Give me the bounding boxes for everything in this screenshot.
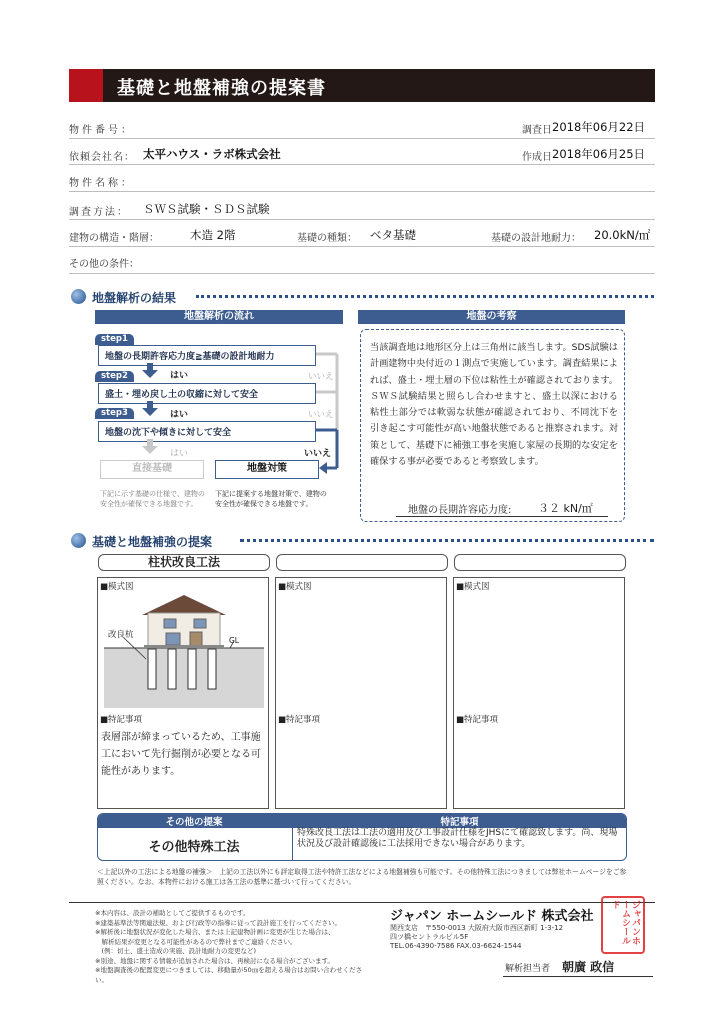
divider bbox=[69, 164, 655, 165]
step3-tag: step3 bbox=[95, 408, 134, 419]
other-notes: 特殊改良工法は工法の適用及び工事設計仕様をJHSにて確認致します。尚、現場状況及び設計確認後に工法採用できない場合があります。 bbox=[297, 828, 618, 849]
section-divider bbox=[196, 295, 654, 298]
step1-tag: step1 bbox=[95, 334, 134, 345]
allowable-underline bbox=[396, 516, 608, 517]
flow-header: 地盤解析の流れ bbox=[95, 310, 343, 324]
bearing-label: 基礎の設計地耐力： bbox=[491, 233, 581, 244]
diagram-label-3: ■模式図 bbox=[456, 582, 490, 592]
consider-text: 当該調査地は地形区分上は三角州に該当します。SDS試験は計画建物中央付近の１測点で実施しています。調査結果によれば、盛土・埋土層の下位は粘性土が確認されております。ＳＷＳ試験結果と照らし合わせますと、盛土以深における粘性土部分では軟弱な状態が確認されており、不同沈下を引き起こす可能性が高い地盤状態であると推察されます。対策として、基礎下に補強工事を実施し家屋の長期的な安定を確保する事が必要であると考察致します。 bbox=[370, 342, 618, 468]
proposal-section-title: 基礎と地盤補強の提案 bbox=[92, 535, 213, 549]
pile-label: 改良杭 bbox=[108, 630, 134, 640]
page-title: 基礎と地盤補強の提案書 bbox=[117, 78, 326, 99]
step2-no: いいえ bbox=[308, 410, 334, 420]
structure-label: 建物の構造・階層： bbox=[69, 233, 159, 244]
step1-no: いいえ bbox=[308, 372, 334, 382]
client-label: 依頼会社名： bbox=[69, 152, 135, 163]
diagram-label-2: ■模式図 bbox=[278, 582, 312, 592]
step1-yes: はい bbox=[170, 371, 189, 381]
step3-box: 地盤の沈下や傾きに対して安全 bbox=[98, 421, 316, 442]
footer-note: ※解析後に地盤状況が変化した場合、または上記建物計画に変更が生じた場合は、 bbox=[95, 928, 335, 936]
ground-measure-box: 地盤対策 bbox=[215, 460, 319, 479]
step1-box: 地盤の長期許容応力度≧基礎の設計地耐力 bbox=[98, 345, 316, 366]
structure-value: 木造 2階 bbox=[190, 228, 236, 242]
step3-no: いいえ bbox=[304, 449, 332, 459]
company-name: ジャパン ホームシールド 株式会社 bbox=[390, 909, 594, 924]
footer-note: ※本内容は、設計の補助としてご提供するものです。 bbox=[95, 909, 250, 917]
analyst-label: 解析担当者 bbox=[505, 964, 551, 974]
contact-numbers: TEL.06-4390-7586 FAX.03-6624-1544 bbox=[390, 942, 522, 950]
direct-foundation-box: 直接基礎 bbox=[100, 460, 204, 479]
divider bbox=[69, 219, 655, 220]
outside-note: ＜上記以外の工法による地盤の補強＞ 上記の工法以外にも評定取得工法や特許工法などによる地盤補強も可能です。その他特殊工法につきましては弊社ホームページをご参照ください。なお、本物件における施工は各工法の基準に基づいて行ってください。 bbox=[97, 868, 627, 886]
consider-header: 地盤の考察 bbox=[358, 310, 625, 324]
method-value: ＳＷＳ試験・ＳＤＳ試験 bbox=[143, 202, 270, 216]
title-accent bbox=[69, 69, 103, 102]
column-method-diagram bbox=[104, 593, 264, 708]
method2-card bbox=[275, 577, 447, 809]
method1-notes: 表層部が締まっているため、工事施工において先行掘削が必要となる可能性があります。 bbox=[101, 732, 261, 777]
analysis-section-title: 地盤解析の結果 bbox=[92, 291, 177, 305]
foundation-label: 基礎の種類： bbox=[297, 233, 357, 244]
title-bar bbox=[69, 69, 655, 102]
notes-label-3: ■特記事項 bbox=[456, 715, 499, 725]
other-header: その他の提案 bbox=[165, 817, 223, 828]
footer-divider bbox=[69, 902, 655, 903]
other-conditions-label: その他の条件： bbox=[69, 259, 139, 270]
footer-note: 解析結果が変更となる可能性があるので弊社までご連絡ください。 bbox=[95, 937, 297, 946]
company-seal: ジャパンホームシールド bbox=[601, 896, 645, 954]
footer-note: (例：切土、盛土造成の実施、設計地耐力の変更など) bbox=[95, 947, 257, 955]
survey-date: 2018年06月22日 bbox=[552, 120, 646, 134]
notes-label-2: ■特記事項 bbox=[278, 715, 321, 725]
other-method: その他特殊工法 bbox=[148, 840, 240, 855]
footer-note: ※建築基準法等関連法規、および行政等の指導に従って設計施工を行ってください。 bbox=[95, 918, 341, 927]
divider bbox=[69, 246, 655, 247]
analyst-name: 朝廣 政信 bbox=[562, 960, 615, 974]
method1-title: 柱状改良工法 bbox=[98, 554, 270, 571]
step2-box: 盛土・埋め戻し土の収縮に対して安全 bbox=[98, 383, 316, 404]
divider bbox=[69, 273, 655, 274]
divider bbox=[69, 138, 655, 139]
measure-note: 下記に提案する地盤対策で、建物の安全性が確保できる地盤です。 bbox=[215, 490, 327, 508]
diagram-label-1: ■模式図 bbox=[100, 582, 134, 592]
created-date-label: 作成日 bbox=[522, 152, 552, 163]
building-name: 四ツ橋セントラルビル5F bbox=[390, 933, 469, 941]
survey-date-label: 調査日 bbox=[522, 125, 552, 136]
notes-header: 特記事項 bbox=[440, 817, 479, 828]
method3-card bbox=[453, 577, 625, 809]
section-bullet-icon bbox=[71, 289, 86, 304]
property-no-label: 物件番号： bbox=[69, 125, 134, 136]
direct-note: 下記に示す基礎の仕様で、建物の安全性が確保できる地盤です。 bbox=[100, 490, 205, 508]
analyst-underline bbox=[503, 976, 653, 977]
step2-yes: はい bbox=[170, 410, 189, 420]
branch-address: 関西支店 〒550-0013 大阪府大阪市西区新町 1-3-12 bbox=[390, 924, 564, 932]
bearing-value: 20.0kN/㎡ bbox=[594, 228, 651, 242]
method2-title bbox=[276, 554, 448, 571]
method3-title bbox=[454, 554, 626, 571]
divider bbox=[69, 191, 655, 192]
method-label: 調査方法： bbox=[69, 207, 129, 218]
section-bullet-icon bbox=[71, 533, 86, 548]
notes-label-1: ■特記事項 bbox=[100, 715, 143, 725]
footer-note: ※地盤調査後の配置変更につきましては、移動量が50㎝を超える場合はお問い合わせください。 bbox=[95, 966, 363, 984]
property-name-label: 物件名称： bbox=[69, 178, 134, 189]
gl-label: GL bbox=[229, 636, 239, 645]
step3-yes: はい bbox=[170, 449, 189, 459]
created-date: 2018年06月25日 bbox=[552, 147, 646, 161]
foundation-value: ベタ基礎 bbox=[370, 228, 416, 242]
allowable-label: 地盤の長期許容応力度: bbox=[408, 505, 512, 516]
footer-notes bbox=[95, 909, 375, 985]
step2-tag: step2 bbox=[95, 371, 134, 382]
client-value: 太平ハウス・ラボ株式会社 bbox=[143, 147, 281, 161]
allowable-value: ３２ kN/㎡ bbox=[538, 502, 593, 515]
section-divider bbox=[240, 539, 654, 542]
footer-note: ※別途、地盤に関する情報が追加された場合は、再検討になる場合がございます。 bbox=[95, 956, 334, 965]
